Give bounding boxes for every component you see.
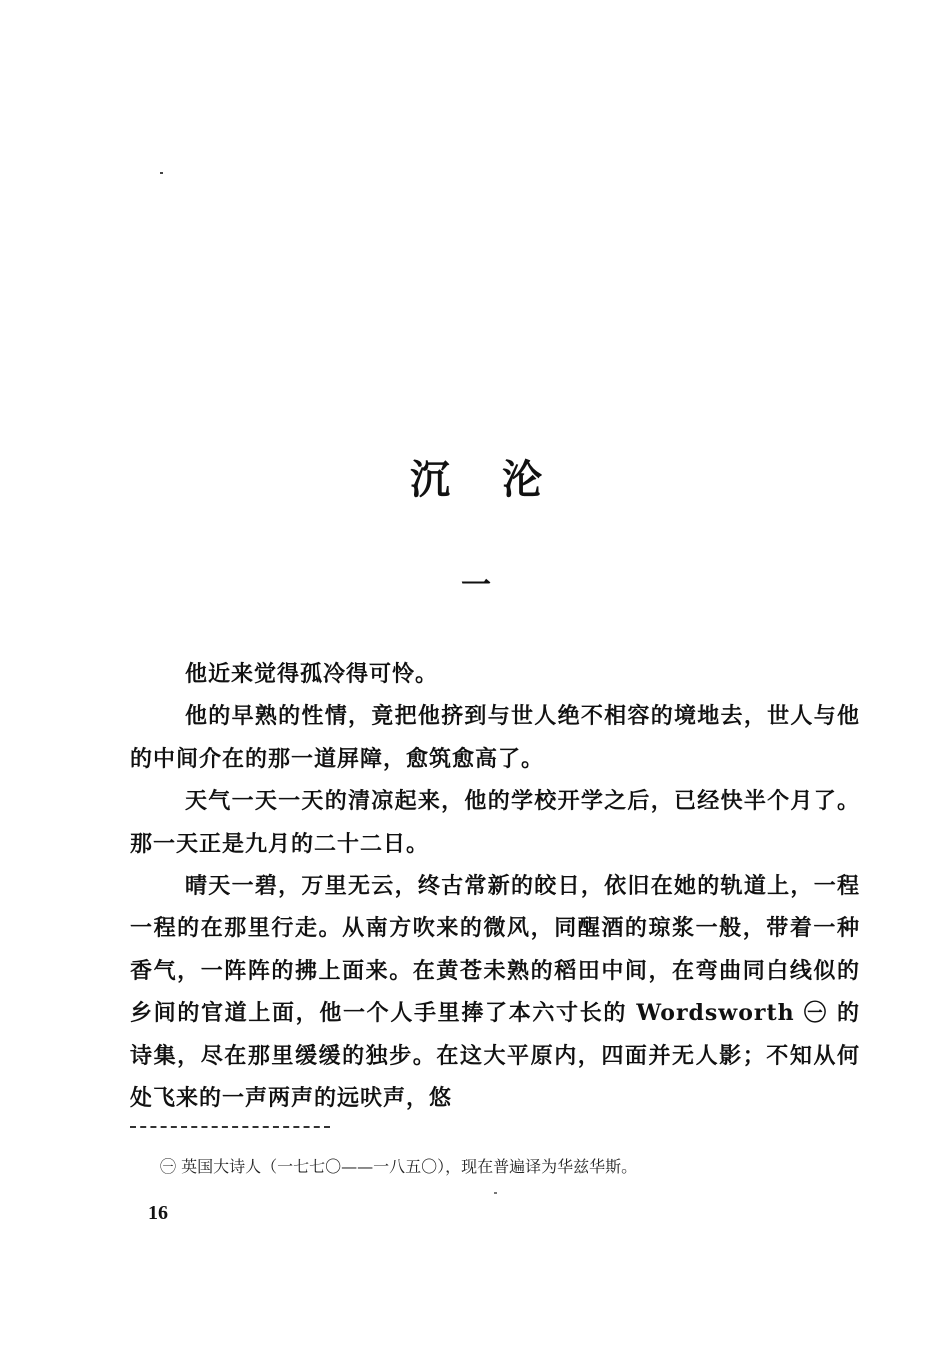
- footnote: ㊀ 英国大诗人（一七七〇——一八五〇），现在普遍译为华兹华斯。: [160, 1157, 638, 1176]
- paragraph: 他近来觉得孤冷得可怜。: [185, 661, 439, 687]
- footnote-rule: [130, 1126, 330, 1128]
- print-speck: [494, 1192, 497, 1194]
- section-number: 一: [461, 568, 491, 603]
- paragraph: 他的早熟的性情，竟把他挤到与世人绝不相容的境地去，世人与他的中间介在的那一道屏障，愈筑愈高了。: [130, 703, 860, 772]
- chapter-title: 沉沦: [410, 456, 594, 503]
- paragraph: 天气一天一天的清凉起来，他的学校开学之后，已经快半个月了。那一天正是九月的二十二日。: [130, 788, 860, 857]
- body-text: [130, 653, 860, 1119]
- page-number: 16: [148, 1202, 168, 1224]
- paragraph: 晴天一碧，万里无云，终古常新的皎日，依旧在她的轨道上，一程一程的在那里行走。从南方吹来的微风，同醒酒的琼浆一般，带着一种香气，一阵阵的拂上面来。在黄苍未熟的稻田中间，在弯曲同白线似的乡间的官道上面，他一个人手里捧了本六寸长的 Wordsworth ㊀ 的诗集，尽在那里缓缓的独步。在这大平原内，四面并无人影；不知从何处飞来的一声两声的远吠声，悠: [130, 873, 860, 1112]
- print-speck: [160, 172, 163, 174]
